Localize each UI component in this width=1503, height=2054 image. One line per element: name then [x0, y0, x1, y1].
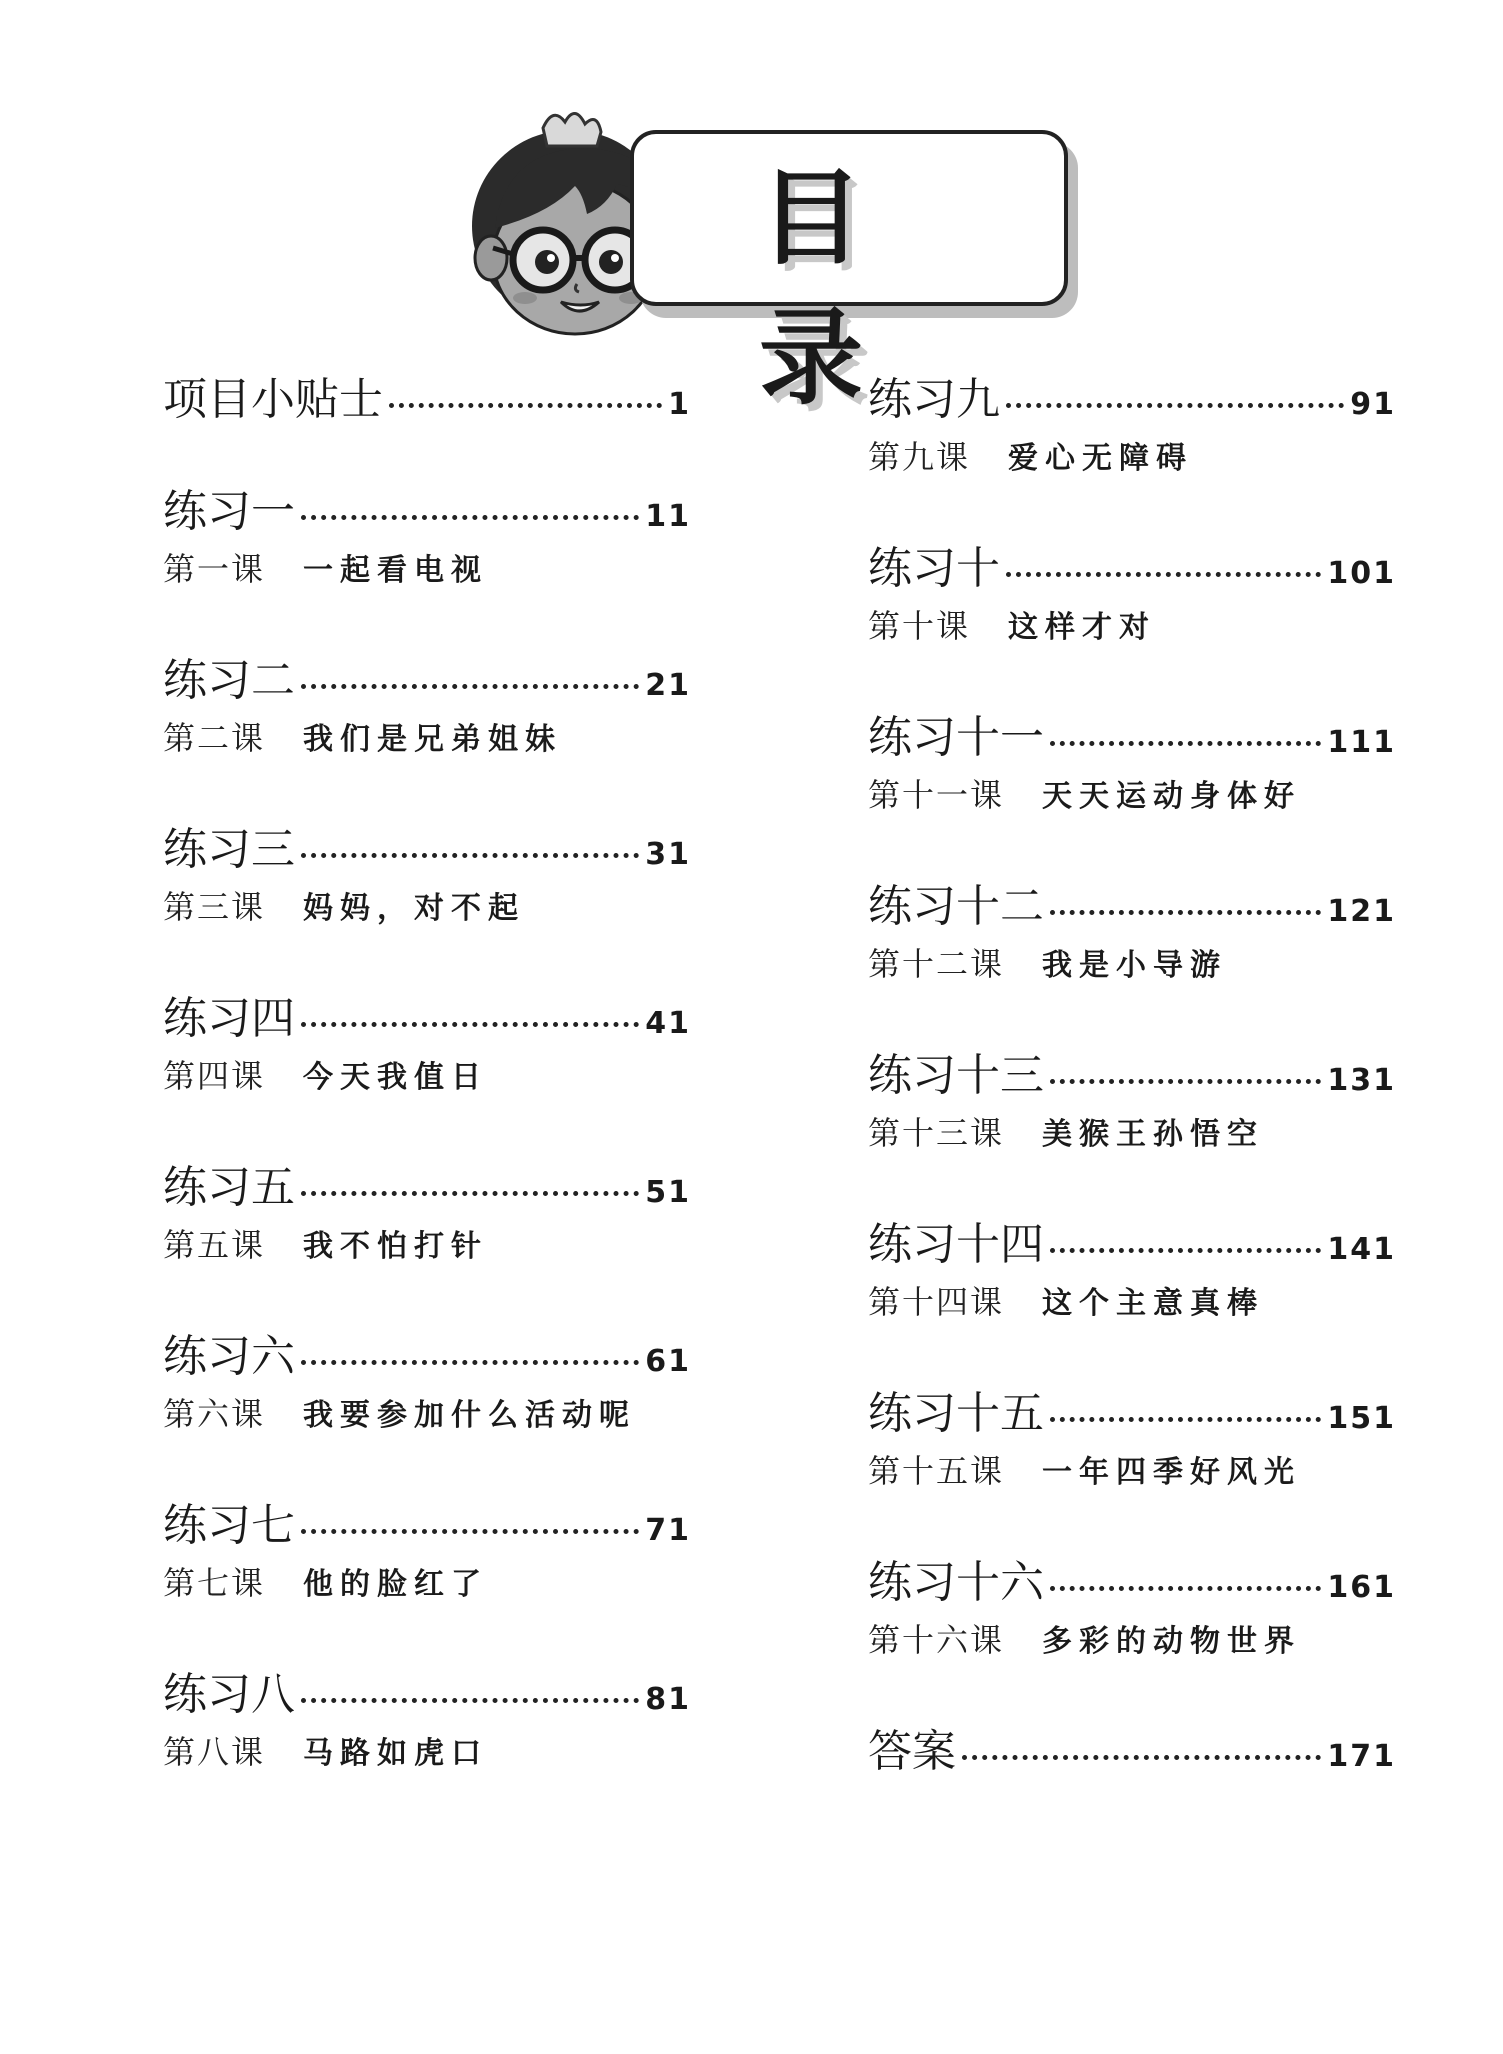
toc-entry[interactable]	[868, 877, 1396, 991]
lesson-number: 第一课	[163, 550, 266, 588]
entry-title: 练习十二	[868, 881, 1044, 932]
lesson-title: 天天运动身体好	[1042, 779, 1302, 814]
entry-title: 练习十四	[868, 1219, 1044, 1270]
lesson-number: 第三课	[163, 888, 266, 926]
entry-title: 练习九	[868, 374, 1000, 425]
page-number: 21	[645, 668, 691, 703]
toc-entry[interactable]	[868, 539, 1396, 653]
page-number: 41	[645, 1006, 691, 1041]
toc-entry[interactable]	[868, 1215, 1396, 1329]
entry-title: 练习三	[163, 824, 295, 875]
page-number: 161	[1327, 1570, 1396, 1605]
lesson-title: 妈妈，对不起	[303, 891, 526, 926]
lesson-number: 第十四课	[868, 1283, 1005, 1321]
entry-title: 练习一	[163, 486, 295, 537]
entry-title: 练习十五	[868, 1388, 1044, 1439]
toc-entry[interactable]	[868, 370, 1396, 484]
dot-leader	[1050, 741, 1321, 746]
entry-title: 练习十六	[868, 1557, 1044, 1608]
lesson-title: 马路如虎口	[303, 1736, 489, 1771]
page-number: 61	[645, 1344, 691, 1379]
page-number: 131	[1327, 1063, 1396, 1098]
page-number: 1	[668, 387, 691, 422]
toc-entry[interactable]	[868, 1384, 1396, 1498]
entry-title: 练习十一	[868, 712, 1044, 763]
page-number: 51	[645, 1175, 691, 1210]
page-title: 目 录	[759, 157, 912, 419]
toc-entry[interactable]	[868, 1722, 1396, 1782]
lesson-title: 一起看电视	[303, 553, 489, 588]
page-number: 101	[1327, 556, 1396, 591]
lesson-title: 爱心无障碍	[1008, 441, 1194, 476]
dot-leader	[301, 684, 639, 689]
lesson-number: 第十六课	[868, 1621, 1005, 1659]
lesson-number: 第八课	[163, 1733, 266, 1771]
lesson-number: 第十五课	[868, 1452, 1005, 1490]
dot-leader	[301, 1529, 639, 1534]
lesson-title: 我是小导游	[1042, 948, 1228, 983]
entry-title: 练习十三	[868, 1050, 1044, 1101]
dot-leader	[301, 1360, 639, 1365]
lesson-title: 我们是兄弟姐妹	[303, 722, 563, 757]
entry-title: 答案	[868, 1726, 956, 1777]
dot-leader	[1050, 1079, 1321, 1084]
page-number: 121	[1327, 894, 1396, 929]
page-number: 71	[645, 1513, 691, 1548]
entry-title: 练习五	[163, 1162, 295, 1213]
lesson-number: 第五课	[163, 1226, 266, 1264]
entry-title: 练习八	[163, 1669, 295, 1720]
dot-leader	[301, 853, 639, 858]
dot-leader	[389, 403, 662, 408]
toc-entry[interactable]	[868, 1046, 1396, 1160]
entry-title: 项目小贴士	[163, 374, 383, 425]
lesson-title: 多彩的动物世界	[1042, 1624, 1302, 1659]
dot-leader	[1006, 572, 1321, 577]
lesson-title: 一年四季好风光	[1042, 1455, 1302, 1490]
toc-entry[interactable]	[163, 482, 691, 596]
toc-entry[interactable]	[163, 370, 691, 430]
toc-entry[interactable]	[163, 820, 691, 934]
lesson-title: 我要参加什么活动呢	[303, 1398, 637, 1433]
lesson-number: 第六课	[163, 1395, 266, 1433]
page-number: 141	[1327, 1232, 1396, 1267]
dot-leader	[1050, 1586, 1321, 1591]
entry-title: 练习六	[163, 1331, 295, 1382]
toc-entry[interactable]	[163, 1158, 691, 1272]
page-number: 11	[645, 499, 691, 534]
lesson-number: 第十一课	[868, 776, 1005, 814]
toc-entry[interactable]	[163, 1496, 691, 1610]
page-number: 151	[1327, 1401, 1396, 1436]
lesson-number: 第七课	[163, 1564, 266, 1602]
lesson-title: 我不怕打针	[303, 1229, 489, 1264]
lesson-title: 他的脸红了	[303, 1567, 489, 1602]
page-number: 31	[645, 837, 691, 872]
lesson-number: 第十三课	[868, 1114, 1005, 1152]
dot-leader	[962, 1755, 1321, 1760]
dot-leader	[301, 515, 639, 520]
lesson-title: 这样才对	[1008, 610, 1157, 645]
page-number: 171	[1327, 1739, 1396, 1774]
lesson-number: 第十课	[868, 607, 971, 645]
dot-leader	[1050, 1248, 1321, 1253]
toc-entry[interactable]	[163, 989, 691, 1103]
entry-title: 练习二	[163, 655, 295, 706]
entry-title: 练习七	[163, 1500, 295, 1551]
dot-leader	[301, 1022, 639, 1027]
lesson-title: 今天我值日	[303, 1060, 489, 1095]
toc-entry[interactable]	[163, 1327, 691, 1441]
page-number: 111	[1327, 725, 1396, 760]
dot-leader	[1050, 910, 1321, 915]
toc-entry[interactable]	[163, 1665, 691, 1779]
lesson-number: 第二课	[163, 719, 266, 757]
page-number: 81	[645, 1682, 691, 1717]
toc-entry[interactable]	[868, 1553, 1396, 1667]
dot-leader	[301, 1191, 639, 1196]
entry-title: 练习十	[868, 543, 1000, 594]
toc-entry[interactable]	[163, 651, 691, 765]
lesson-title: 这个主意真棒	[1042, 1286, 1265, 1321]
entry-title: 练习四	[163, 993, 295, 1044]
dot-leader	[1006, 403, 1344, 408]
lesson-number: 第十二课	[868, 945, 1005, 983]
page-number: 91	[1350, 387, 1396, 422]
dot-leader	[1050, 1417, 1321, 1422]
toc-entry[interactable]	[868, 708, 1396, 822]
lesson-title: 美猴王孙悟空	[1042, 1117, 1265, 1152]
dot-leader	[301, 1698, 639, 1703]
lesson-number: 第四课	[163, 1057, 266, 1095]
lesson-number: 第九课	[868, 438, 971, 476]
